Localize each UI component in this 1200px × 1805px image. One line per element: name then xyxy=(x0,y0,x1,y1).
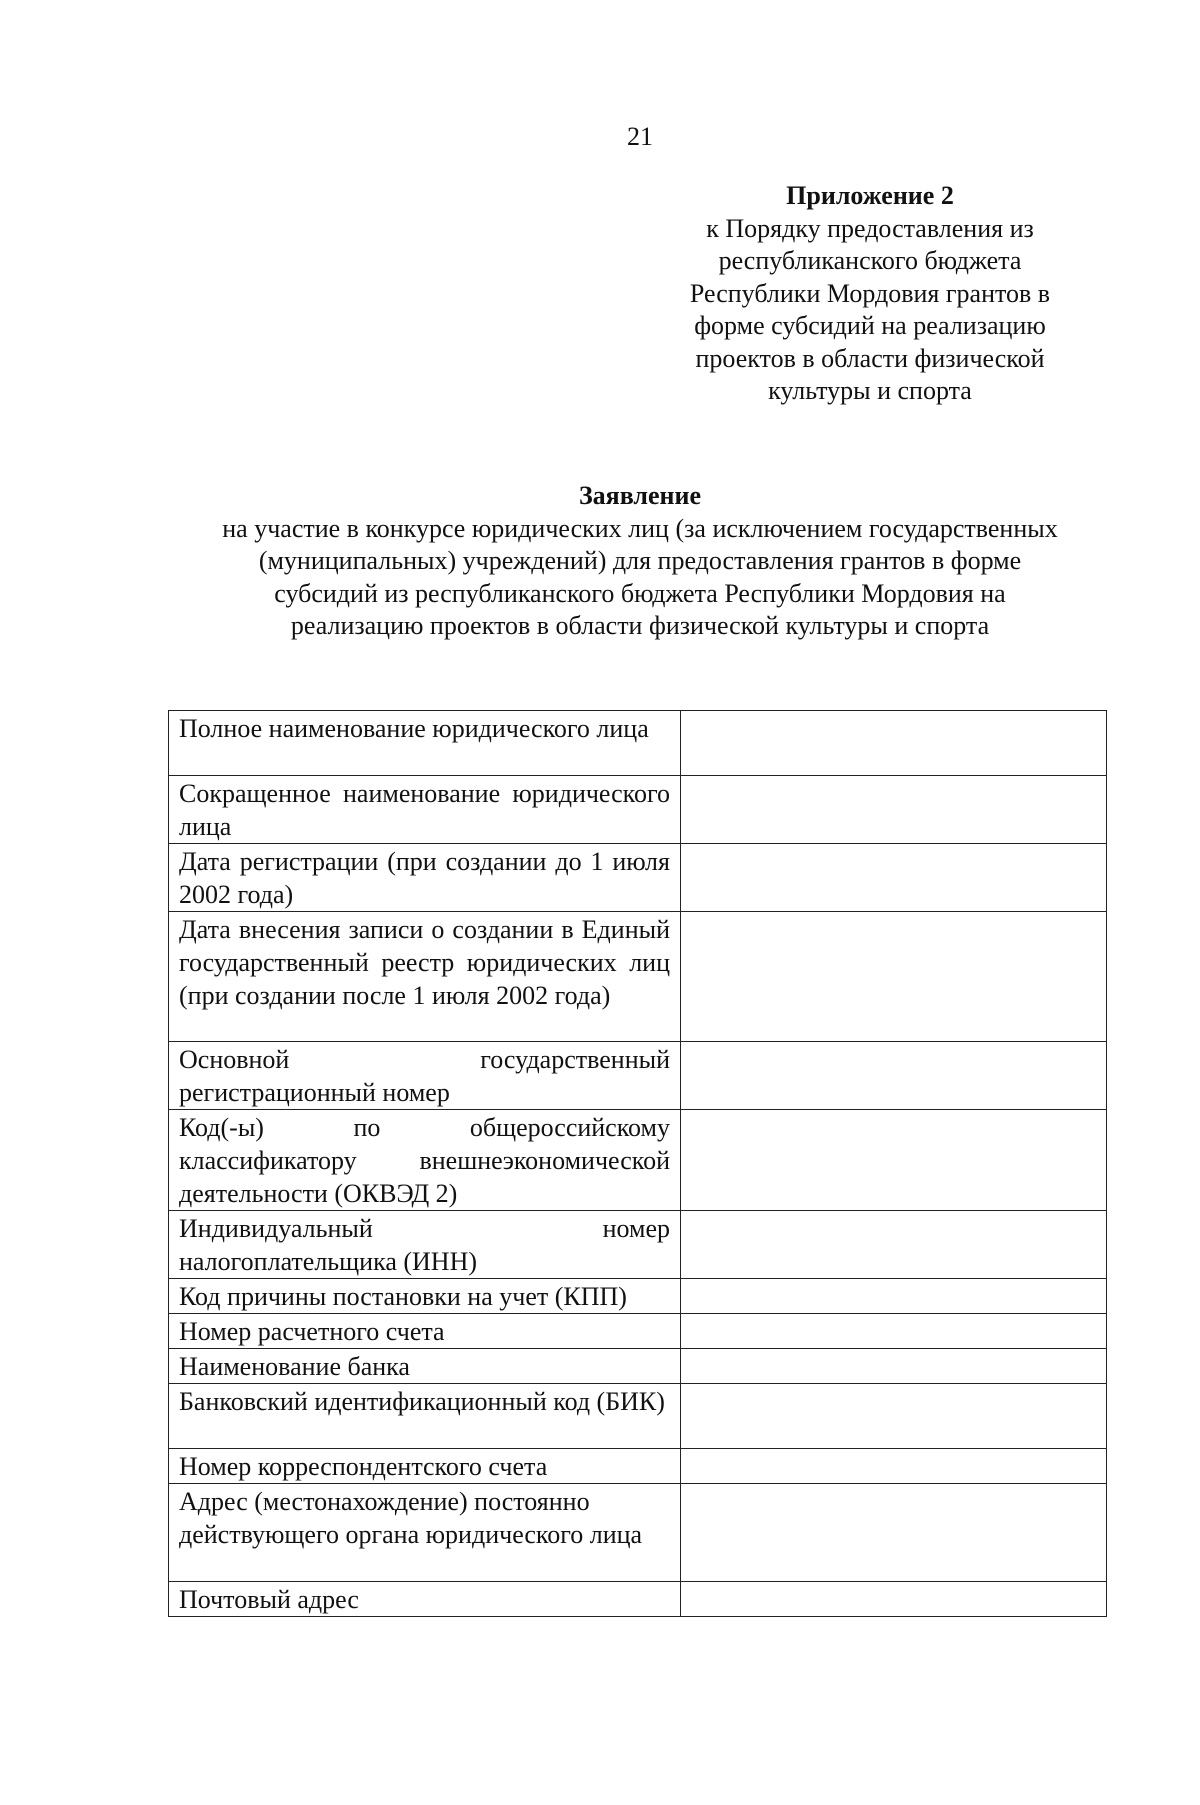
field-value[interactable] xyxy=(681,1110,1107,1211)
table-row xyxy=(169,912,1107,1042)
table-row xyxy=(169,1314,1107,1349)
field-value[interactable] xyxy=(681,1449,1107,1484)
appendix-line: республиканского бюджета xyxy=(718,246,1022,275)
table-row xyxy=(169,1384,1107,1449)
appendix-line: к Порядку предоставления из xyxy=(706,213,1034,243)
table-row xyxy=(169,1211,1107,1279)
field-value[interactable] xyxy=(681,1582,1107,1617)
appendix-line: культуры и спорта xyxy=(768,376,972,405)
field-value[interactable] xyxy=(681,1314,1107,1349)
field-label: Адрес (местонахождение) постоянно действующего органа юридического лица xyxy=(169,1484,681,1582)
field-value[interactable] xyxy=(681,776,1107,844)
field-value[interactable] xyxy=(681,1484,1107,1582)
field-value[interactable] xyxy=(681,1349,1107,1384)
field-value[interactable] xyxy=(681,1211,1107,1279)
table-row xyxy=(169,1349,1107,1384)
field-label: Код причины постановки на учет (КПП) xyxy=(169,1279,681,1314)
field-label: Почтовый адрес xyxy=(169,1582,681,1617)
field-label: Номер расчетного счета xyxy=(169,1314,681,1349)
field-label: Дата внесения записи о создании в Единый государственный реестр юридических лиц (при создании после 1 июля 2002 года) xyxy=(169,912,681,1042)
statement-heading xyxy=(150,480,1130,643)
appendix-header xyxy=(665,180,1075,408)
field-label: Номер корреспондентского счета xyxy=(169,1449,681,1484)
field-label: Полное наименование юридического лица xyxy=(169,711,681,776)
statement-line: реализацию проектов в области физической культуры и спорта xyxy=(290,611,990,640)
table-row xyxy=(169,1110,1107,1211)
field-label: Наименование банка xyxy=(169,1349,681,1384)
field-value[interactable] xyxy=(681,1042,1107,1110)
appendix-line: Республики Мордовия грантов в xyxy=(689,278,1051,308)
table-row xyxy=(169,1582,1107,1617)
field-value[interactable] xyxy=(681,711,1107,776)
table-row xyxy=(169,844,1107,912)
table-row xyxy=(169,776,1107,844)
field-value[interactable] xyxy=(681,844,1107,912)
table-row xyxy=(169,1484,1107,1582)
page-number: 21 xyxy=(627,122,653,151)
statement-line: на участие в конкурсе юридических лиц (за исключением государственных xyxy=(222,513,1058,543)
field-label: Банковский идентификационный код (БИК) xyxy=(169,1384,681,1449)
field-label: Основной государственный регистрационный номер xyxy=(169,1042,681,1110)
statement-line: субсидий из республиканского бюджета Республики Мордовия на xyxy=(274,578,1006,608)
field-label: Код(-ы) по общероссийскому классификатору внешнеэкономической деятельности (ОКВЭД 2) xyxy=(169,1110,681,1211)
field-value[interactable] xyxy=(681,1279,1107,1314)
field-value[interactable] xyxy=(681,1384,1107,1449)
statement-line: (муниципальных) учреждений) для предоставления грантов в форме xyxy=(258,546,1022,575)
field-label: Индивидуальный номер налогоплательщика (ИНН) xyxy=(169,1211,681,1279)
appendix-title: Приложение 2 xyxy=(786,181,954,210)
table-row xyxy=(169,1449,1107,1484)
statement-title: Заявление xyxy=(578,481,702,510)
appendix-line: форме субсидий на реализацию xyxy=(694,311,1046,340)
table-row xyxy=(169,1279,1107,1314)
field-label: Сокращенное наименование юридического лица xyxy=(169,776,681,844)
appendix-line: проектов в области физической xyxy=(695,343,1045,373)
table-row xyxy=(169,711,1107,776)
application-form-table xyxy=(168,710,1107,1617)
field-value[interactable] xyxy=(681,912,1107,1042)
table-row xyxy=(169,1042,1107,1110)
field-label: Дата регистрации (при создании до 1 июля 2002 года) xyxy=(169,844,681,912)
